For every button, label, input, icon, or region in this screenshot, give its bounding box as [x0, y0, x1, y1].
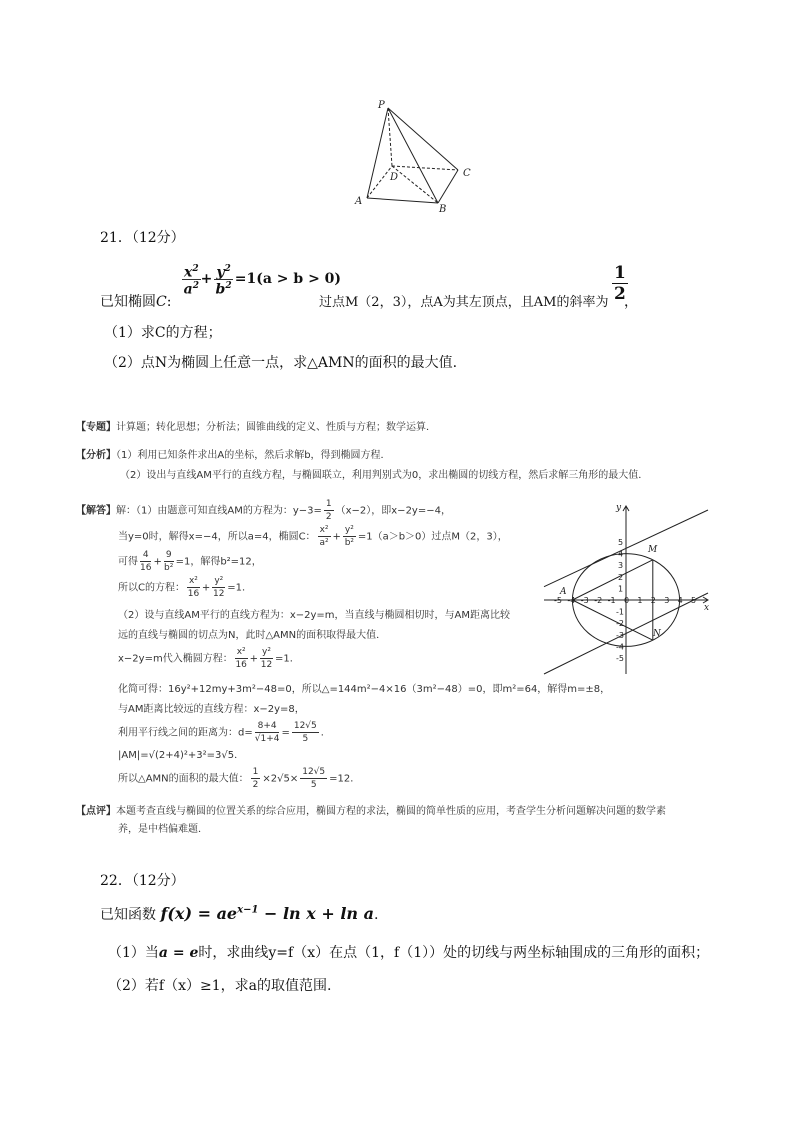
point-N-label: N — [653, 629, 661, 639]
comment-line-2: 养，是中档偏难题． — [118, 824, 208, 835]
solution-line-6: 远的直线与椭圆的切点为N，此时△AMN的面积取得最大值． — [118, 630, 387, 641]
x-tick-label: 2 — [650, 596, 656, 605]
solution-cont — [118, 680, 718, 791]
x-tick-label: -2 — [594, 596, 603, 605]
x-tick-label: 3 — [664, 596, 670, 605]
edge-PB — [388, 108, 438, 203]
edge-BC — [438, 170, 458, 203]
q22-part1: （1）当a = e时，求曲线y=f（x）在点（1，f（1））处的切线与两坐标轴围成的三角形的面积； — [108, 945, 710, 961]
q21-part2: （2）点N为椭圆上任意一点，求△AMN的面积的最大值. — [104, 355, 458, 371]
x-tick-label: -4 — [567, 596, 576, 605]
x-tick-label: 4 — [677, 596, 683, 605]
q22-part2: （2）若f（x）≥1，求a的取值范围. — [108, 978, 332, 994]
x-tick-label: 5 — [691, 596, 697, 605]
x-tick-label: -5 — [554, 596, 562, 605]
x-tick-label: 1 — [637, 596, 643, 605]
analysis-line-2: （2）设出与直线AM平行的直线方程，与椭圆联立，利用判别式为0，求出椭圆的切线方程，然后求解三角形的最大值． — [120, 470, 649, 481]
label-A: A — [355, 196, 363, 207]
solution-line-8: 化简可得：16y²+12my+3m²−48=0，所以△=144m²−4×16（3m²−48）=0，即m²=64，解得m=±8， — [118, 684, 611, 695]
solution-line-7: x−2y=m代入椭圆方程： $\frac{\text{x²}}{16}$ + $\frac{\text{y²}}{12}$ =1． — [118, 647, 300, 670]
edge-AB — [367, 198, 438, 203]
y-tick-label: -3 — [616, 630, 624, 640]
y-tick-label: 1 — [618, 584, 624, 594]
q22-statement: 已知函数 $f(x) = ae^{x-1} - \ln x + \ln a$. — [100, 904, 379, 923]
edge-PC — [388, 108, 458, 170]
q21-part1: （1）求C的方程； — [104, 325, 222, 341]
q22-header: 22．（12分） — [100, 873, 185, 889]
analysis-line-1: 【分析】（1）利用已知条件求出A的坐标，然后求解b，得到椭圆方程． — [76, 450, 391, 461]
point-M-label: M — [648, 545, 658, 555]
comment-block — [76, 803, 716, 839]
solution-line-12: 所以△AMN的面积的最大值： $\frac{1}{2}$ ×2√5× $\frac{12√5}{5}$ =12． — [118, 766, 361, 790]
ellipse-graph — [540, 498, 715, 678]
topic-line: 【专题】计算题；转化思想；分析法；圆锥曲线的定义、性质与方程；数学运算． — [76, 422, 436, 433]
pyramid-figure — [350, 96, 480, 214]
y-tick-label: 5 — [618, 538, 624, 547]
comment-line-1: 【点评】本题考查直线与椭圆的位置关系的综合应用，椭圆方程的求法，椭圆的简单性质的应用，考查学生分析问题解决问题的数学素 — [76, 806, 666, 817]
x-tick-label: 0 — [624, 596, 630, 605]
solution-line-2: 当y=0时，解得x=−4，所以a=4，椭圆C： $\frac{\text{x²}}{\text{a²}}$ + $\frac{\text{y²}}{\text{b²}}$ =1（a＞b＞0）过点M（2，3）， — [118, 524, 508, 548]
edge-DC — [392, 166, 458, 170]
function-formula: $f(x) = ae^{x-1} - \ln x + \ln a$ — [160, 904, 374, 923]
segment-AN — [572, 600, 652, 640]
solution-line-10: 利用平行线之间的距离为：d= $\frac{8+4}{√1+4}$ = $\frac{12√5}{5}$ ． — [118, 721, 331, 744]
solution-line-1: 【解答】解：（1）由题意可知直线AM的方程为：y−3= $\frac{1}{2}$ （x−2），即x−2y=−4， — [76, 499, 451, 522]
edge-PD — [388, 108, 392, 166]
label-P: P — [378, 100, 385, 111]
q21-stmt-mid: 过点M（2，3），点A为其左顶点，且AM的斜率为 — [319, 295, 609, 310]
x-tick-label: -3 — [580, 596, 589, 605]
label-D: D — [390, 172, 399, 183]
ellipse-equation: $\frac{x^2}{a^2}$ + $\frac{y^2}{b^2}$ =1(a > b > 0) — [183, 264, 342, 298]
segment-AM — [572, 560, 652, 600]
y-tick-label: 3 — [618, 561, 624, 571]
slope-fraction: $\frac{1}{2}$ — [614, 263, 626, 304]
solution-line-9: 与AM距离比较远的直线方程：x−2y=8， — [118, 704, 305, 715]
axis-y-label: y — [616, 503, 622, 513]
label-C: C — [463, 168, 471, 179]
x-tick-label: -1 — [607, 596, 616, 605]
y-tick-label: 4 — [618, 549, 624, 559]
solution-line-4: 所以C的方程： $\frac{\text{x²}}{16}$ + $\frac{\text{y²}}{12}$ =1． — [118, 575, 252, 599]
q21-lead: 已知椭圆C: — [100, 294, 172, 310]
y-tick-label: -2 — [616, 619, 624, 629]
axis-x-label: x — [704, 603, 710, 613]
solution-line-5: （2）设与直线AM平行的直线方程为：x−2y=m，当直线与椭圆相切时，与AM距离比较 — [118, 610, 510, 621]
solution-block — [76, 498, 536, 672]
y-tick-label: 2 — [618, 572, 624, 582]
analysis-block — [76, 416, 706, 488]
point-A-label: A — [560, 587, 567, 597]
label-B: B — [439, 204, 447, 214]
solution-line-11: |AM|=√(2+4)²+3²=3√5． — [118, 749, 245, 761]
q21-stmt-end: ， — [624, 294, 638, 310]
y-tick-label: -4 — [616, 642, 624, 652]
solution-line-3: 可得 $\frac{4}{16}$ + $\frac{9}{\text{b²}}$ =1，解得b²=12， — [118, 550, 262, 573]
q21-header: 21．（12分） — [100, 230, 185, 246]
y-tick-label: -5 — [616, 654, 624, 663]
y-tick-label: -1 — [616, 607, 624, 617]
q21-statement — [100, 263, 740, 313]
edge-DB — [392, 166, 438, 203]
